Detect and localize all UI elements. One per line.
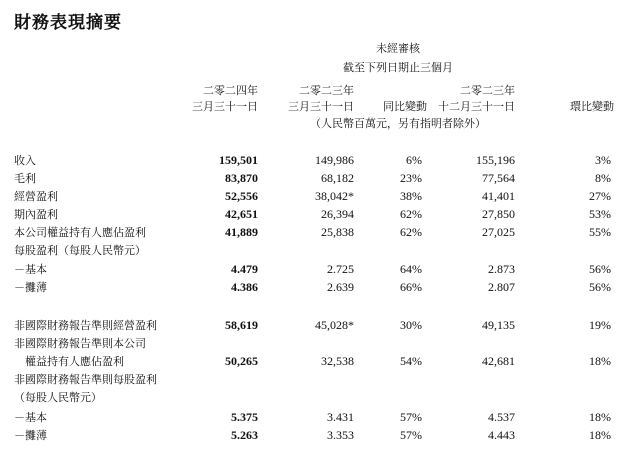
table-row <box>0 225 640 240</box>
value-2023-q1: 3.431 <box>327 410 354 424</box>
row-label: 每股盈利（每股人民幣元） <box>14 244 146 257</box>
table-row <box>0 410 640 425</box>
value-yoy-change: 66% <box>400 280 422 294</box>
table-row <box>0 153 640 168</box>
value-2024-q1: 41,889 <box>225 225 258 239</box>
row-label: 經營盈利 <box>14 190 58 203</box>
value-2024-q1: 83,870 <box>225 171 258 185</box>
col-2024-date: 三月三十一日 <box>192 100 258 113</box>
value-2024-q1: 52,556 <box>225 189 258 203</box>
row-label: 本公司權益持有人應佔盈利 <box>14 226 146 239</box>
value-2023-q1: 32,538 <box>321 354 354 368</box>
table-row <box>0 189 640 204</box>
value-2023-q1: 26,394 <box>321 207 354 221</box>
value-yoy-change: 30% <box>400 318 422 332</box>
table-row <box>0 280 640 295</box>
row-label: 毛利 <box>14 172 36 185</box>
value-2024-q1: 42,651 <box>225 207 258 221</box>
value-qoq-change: 18% <box>589 428 611 442</box>
value-yoy-change: 62% <box>400 207 422 221</box>
value-qoq-change: 53% <box>589 207 611 221</box>
row-label: 收入 <box>14 154 36 167</box>
value-qoq-change: 56% <box>589 262 611 276</box>
table-row <box>0 428 640 443</box>
value-yoy-change: 57% <box>400 410 422 424</box>
row-label: －攤薄 <box>14 429 47 442</box>
value-yoy-change: 54% <box>400 354 422 368</box>
value-qoq-change: 56% <box>589 280 611 294</box>
unaudited-label: 未經審核 <box>376 42 420 55</box>
table-row <box>0 354 640 369</box>
value-2023-q4: 27,025 <box>482 225 515 239</box>
row-label: －基本 <box>14 263 47 276</box>
value-qoq-change: 3% <box>595 153 611 167</box>
period-label: 截至下列日期止三個月 <box>343 61 453 74</box>
value-2023-q4: 2.873 <box>488 262 515 276</box>
value-yoy-change: 57% <box>400 428 422 442</box>
value-2023-q1: 2.639 <box>327 280 354 294</box>
value-2023-q4: 77,564 <box>482 171 515 185</box>
col-2023q1-year: 二零二三年 <box>299 84 354 97</box>
table-row <box>0 171 640 186</box>
value-2023-q1: 149,986 <box>315 153 354 167</box>
unit-note: （人民幣百萬元，另有指明者除外） <box>310 117 486 130</box>
table-row <box>0 390 640 405</box>
col-2024-year: 二零二四年 <box>203 84 258 97</box>
value-yoy-change: 38% <box>400 189 422 203</box>
table-row <box>0 207 640 222</box>
value-2024-q1: 159,501 <box>219 153 258 167</box>
value-2024-q1: 5.263 <box>231 428 258 442</box>
row-label: 權益持有人應佔盈利 <box>14 355 124 368</box>
page-title: 財務表現摘要 <box>14 13 122 33</box>
table-row <box>0 262 640 277</box>
table-row <box>0 243 640 258</box>
col-qoq-header: 環比變動 <box>570 100 614 113</box>
value-qoq-change: 18% <box>589 354 611 368</box>
value-yoy-change: 23% <box>400 171 422 185</box>
value-2023-q4: 4.537 <box>488 410 515 424</box>
value-2023-q1: 45,028* <box>315 318 354 332</box>
row-label: （每股人民幣元） <box>14 391 102 404</box>
value-qoq-change: 19% <box>589 318 611 332</box>
value-2024-q1: 5.375 <box>231 410 258 424</box>
row-label: －基本 <box>14 411 47 424</box>
table-row <box>0 318 640 333</box>
value-2023-q4: 2.807 <box>488 280 515 294</box>
col-yoy-header: 同比變動 <box>383 100 427 113</box>
value-2023-q4: 41,401 <box>482 189 515 203</box>
col-2023q4-date: 十二月三十一日 <box>438 100 515 113</box>
table-row <box>0 372 640 387</box>
value-2024-q1: 4.479 <box>231 262 258 276</box>
row-label: 期內盈利 <box>14 208 58 221</box>
value-qoq-change: 27% <box>589 189 611 203</box>
col-2023q1-date: 三月三十一日 <box>288 100 354 113</box>
value-qoq-change: 18% <box>589 410 611 424</box>
col-2023q4-year: 二零二三年 <box>460 84 515 97</box>
value-2023-q4: 155,196 <box>476 153 515 167</box>
value-2024-q1: 50,265 <box>225 354 258 368</box>
row-label: －攤薄 <box>14 281 47 294</box>
value-qoq-change: 8% <box>595 171 611 185</box>
value-2023-q1: 68,182 <box>321 171 354 185</box>
value-2023-q4: 42,681 <box>482 354 515 368</box>
value-2023-q4: 27,850 <box>482 207 515 221</box>
value-yoy-change: 6% <box>406 153 422 167</box>
value-yoy-change: 64% <box>400 262 422 276</box>
value-2023-q4: 4.443 <box>488 428 515 442</box>
value-2024-q1: 58,619 <box>225 318 258 332</box>
row-label: 非國際財務報告準則經營盈利 <box>14 319 157 332</box>
value-2023-q1: 25,838 <box>321 225 354 239</box>
row-label: 非國際財務報告準則本公司 <box>14 337 146 350</box>
value-2023-q1: 3.353 <box>327 428 354 442</box>
value-yoy-change: 62% <box>400 225 422 239</box>
value-2023-q1: 38,042* <box>315 189 354 203</box>
value-2023-q4: 49,135 <box>482 318 515 332</box>
row-label: 非國際財務報告準則每股盈利 <box>14 373 157 386</box>
value-2023-q1: 2.725 <box>327 262 354 276</box>
value-2024-q1: 4.386 <box>231 280 258 294</box>
table-row <box>0 336 640 351</box>
value-qoq-change: 55% <box>589 225 611 239</box>
